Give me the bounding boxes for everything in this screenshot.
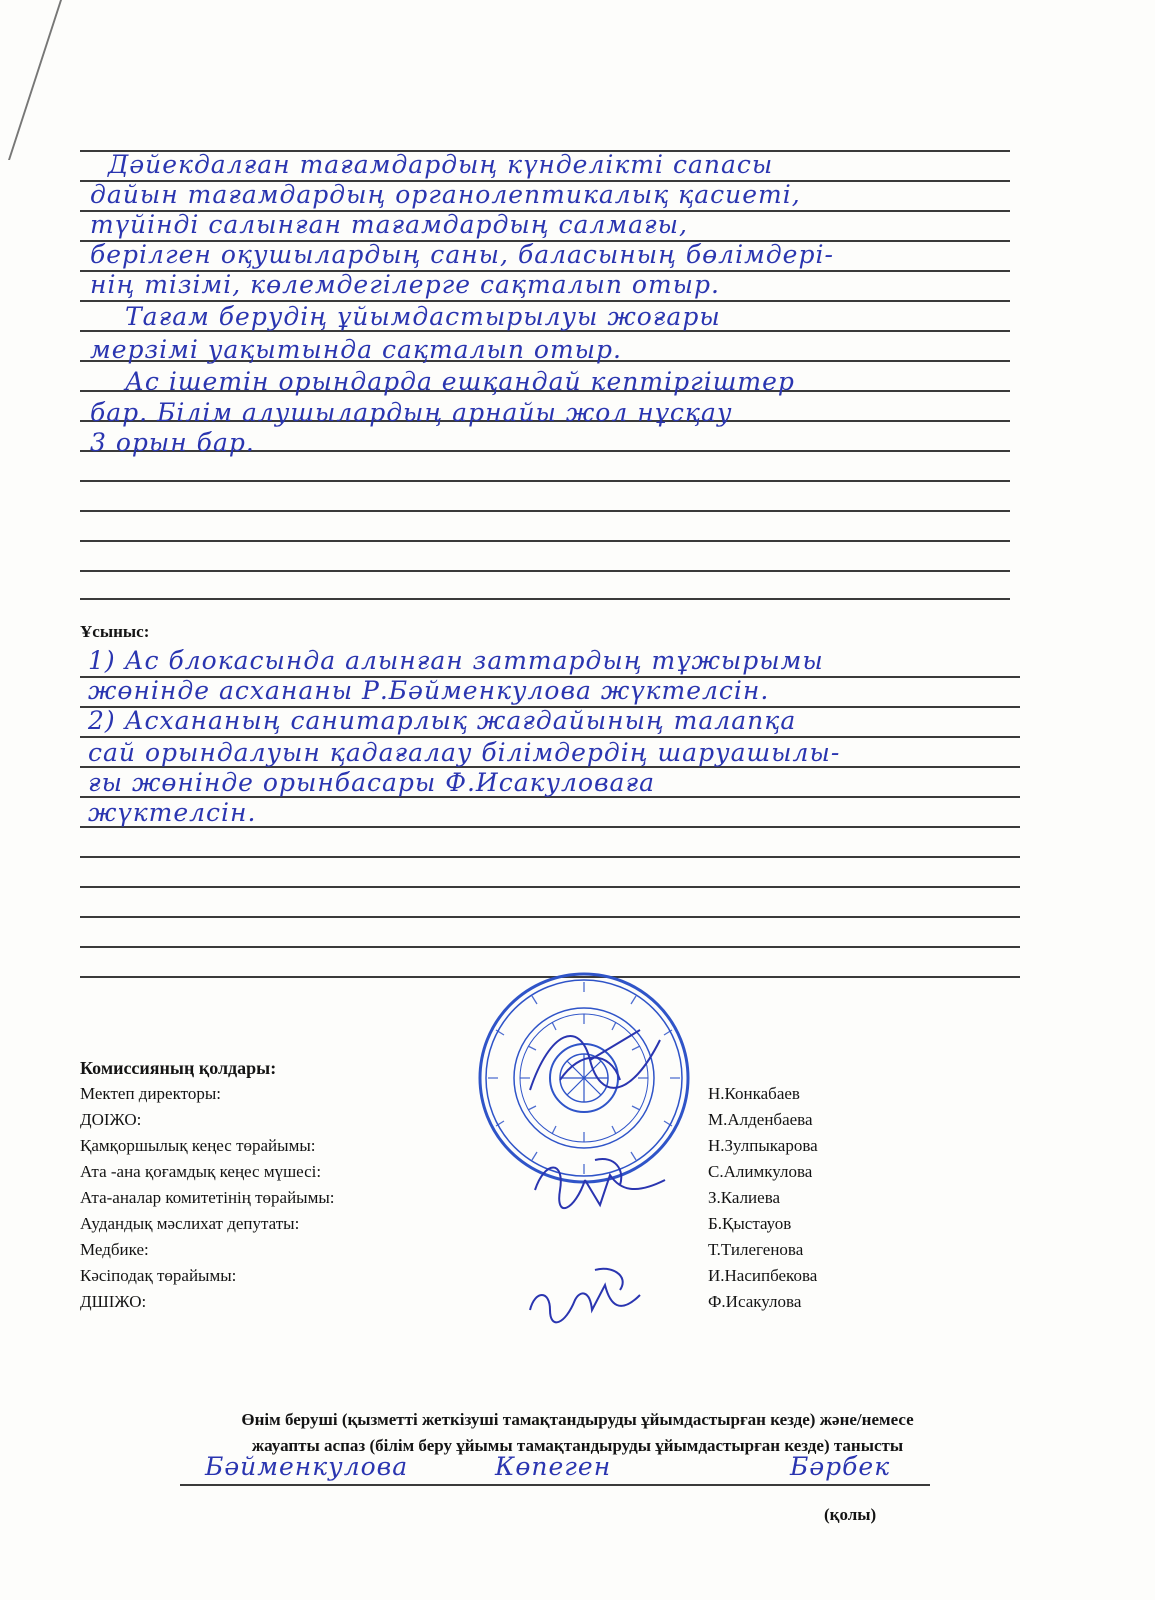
handwritten-line: Тағам берудің ұйымдастырылуы жоғары: [125, 302, 721, 331]
handwritten-line: жүктелсін.: [88, 798, 257, 827]
member-role: ДШІЖО:: [80, 1292, 147, 1311]
signature-row: [80, 1162, 860, 1188]
ruled-line: [80, 598, 1010, 600]
member-role: Аудандық мәслихат депутаты:: [80, 1214, 300, 1233]
ruled-line: [80, 480, 1010, 482]
member-name: Б.Қыстауов: [708, 1214, 792, 1233]
ruled-line: [80, 510, 1010, 512]
handwritten-line: сай орындалуын қадағалау білімдердің шаруашылы-: [88, 738, 841, 767]
member-role: Медбике:: [80, 1240, 149, 1259]
recommendation-label: Ұсыныс:: [80, 622, 150, 641]
signature-row: [80, 1188, 860, 1214]
handwritten-line: берілген оқушылардың саны, баласының бөлімдері-: [90, 240, 834, 269]
handwritten-line: 1) Ас блокасында алынған заттардың тұжырымы: [88, 646, 824, 675]
member-name: М.Алденбаева: [708, 1110, 813, 1129]
member-name: Н.Зулпыкарова: [708, 1136, 818, 1155]
footer-line-2: жауапты аспаз (білім беру ұйымы тамақтандыруды ұйымдастырған кезде) танысты: [251, 1436, 904, 1455]
ruled-line: [80, 856, 1020, 858]
member-role: Мектеп директоры:: [80, 1084, 221, 1103]
handwritten-line: түйінді салынған тағамдардың салмағы,: [90, 210, 688, 239]
signature-row: [80, 1136, 860, 1162]
ruled-line: [80, 886, 1020, 888]
member-name: Н.Конкабаев: [708, 1084, 800, 1103]
handwritten-line: мерзімі уақытында сақталып отыр.: [90, 335, 622, 364]
signature-row: [80, 1292, 860, 1318]
member-name: З.Калиева: [708, 1188, 781, 1207]
signature-row: [80, 1266, 860, 1292]
ruled-line: [80, 916, 1020, 918]
handwritten-line: Ас ішетін орындарда ешқандай кептіргіштер: [125, 367, 795, 396]
member-name: Т.Тилегенова: [708, 1240, 804, 1259]
signature-row: [80, 1214, 860, 1240]
signature-row: [80, 1110, 860, 1136]
signature-line: [180, 1484, 930, 1486]
handwritten-line: бар. Білім алушылардың арнайы жол нұсқау: [90, 398, 733, 427]
handwritten-line: нің тізімі, көлемдегілерге сақталып отыр.: [90, 270, 720, 299]
handwritten-name: Көпеген: [495, 1452, 612, 1481]
footer-line-1: Өнім беруші (қызметті жеткізуші тамақтандыруды ұйымдастырған кезде) және/немесе: [241, 1410, 914, 1429]
signature-row: [80, 1240, 860, 1266]
ruled-line: [80, 570, 1010, 572]
page-fold-edge: [0, 0, 62, 160]
handwritten-signature: [520, 1265, 670, 1335]
member-name: Ф.Исакулова: [708, 1292, 802, 1311]
ruled-line: [80, 540, 1010, 542]
handwritten-line: 3 орын бар.: [90, 428, 255, 457]
member-name: С.Алимкулова: [708, 1162, 813, 1181]
handwritten-line: 2) Асхананың санитарлық жағдайының талапқа: [88, 706, 797, 735]
handwritten-signature: [525, 1150, 675, 1220]
ruled-line: [80, 946, 1020, 948]
handwritten-line: дайын тағамдардың органолептикалық қасиеті,: [90, 180, 801, 209]
signature-row: [80, 1084, 860, 1110]
member-name: И.Насипбекова: [708, 1266, 818, 1285]
member-role: Ата -ана қоғамдық кеңес мүшесі:: [80, 1162, 322, 1181]
handwritten-line: ғы жөнінде орынбасары Ф.Исакуловаға: [88, 768, 655, 797]
member-role: Кәсіподақ төрайымы:: [80, 1266, 237, 1285]
member-role: ДОІЖО:: [80, 1110, 142, 1129]
signatures-title: Комиссияның қолдары:: [80, 1058, 277, 1078]
member-role: Қамқоршылық кеңес төрайымы:: [80, 1136, 316, 1155]
signature-caption: (қолы): [824, 1505, 877, 1524]
handwritten-name: Бәйменкулова: [205, 1452, 409, 1481]
handwritten-line: Дәйекдалған тағамдардың күнделікті сапасы: [108, 150, 774, 179]
handwritten-signature: [520, 1010, 680, 1120]
handwritten-line: жөнінде асхананы Р.Бәйменкулова жүктелсін.: [88, 676, 770, 705]
member-role: Ата-аналар комитетінің төрайымы:: [80, 1188, 335, 1207]
handwritten-name: Бәрбек: [790, 1452, 891, 1481]
